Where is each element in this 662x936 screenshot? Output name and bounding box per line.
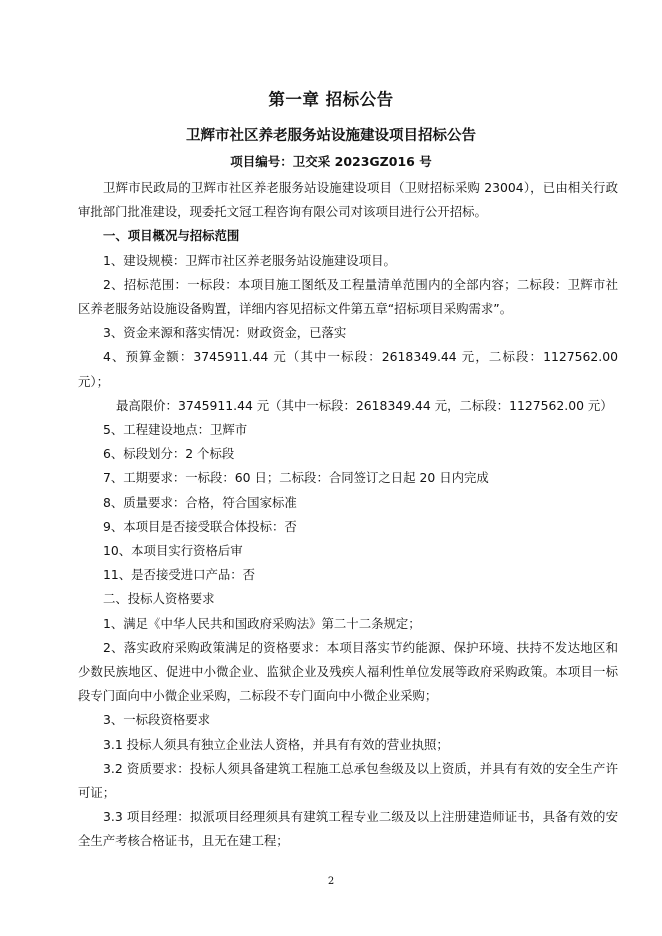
list-item: 8、质量要求：合格，符合国家标准	[103, 494, 297, 510]
list-item: 3、一标段资格要求	[103, 712, 211, 728]
project-number: 项目编号：卫交采 2023GZ016 号	[230, 154, 432, 169]
list-item: 3.3 项目经理：拟派项目经理须具有建筑工程专业二级及以上注册建造师证书，具备有效的安全生产考核合格证书，且无在建工程；	[78, 809, 618, 849]
list-item: 最高限价：3745911.44 元（其中一标段：2618349.44 元，二标段：1127562.00 元）	[116, 397, 613, 413]
list-item: 3.1 投标人须具有独立企业法人资格，并具有有效的营业执照；	[103, 736, 449, 752]
list-item: 1、建设规模：卫辉市社区养老服务站设施建设项目。	[103, 252, 396, 268]
list-item: 6、标段划分：2 个标段	[103, 446, 235, 462]
section-heading-overview: 一、项目概况与招标范围	[103, 228, 240, 244]
list-item: 11、是否接受进口产品：否	[103, 567, 256, 583]
document-title: 卫辉市社区养老服务站设施建设项目招标公告	[186, 128, 476, 144]
page-number: 2	[327, 876, 335, 887]
list-item: 5、工程建设地点：卫辉市	[103, 422, 248, 438]
list-item: 2、招标范围：一标段：本项目施工图纸及工程量清单范围内的全部内容；二标段：卫辉市社区养老服务站设施设备购置，详细内容见招标文件第五章“招标项目采购需求”。	[78, 276, 618, 317]
intro-paragraph: 卫辉市民政局的卫辉市社区养老服务站设施建设项目（卫财招标采购 23004），已由相关行政审批部门批准建设，现委托文冠工程咨询有限公司对该项目进行公开招标。	[78, 180, 618, 220]
list-item: 10、本项目实行资格后审	[103, 543, 243, 559]
list-item: 3、资金来源和落实情况：财政资金，已落实	[103, 325, 347, 341]
list-item: 3.2 资质要求：投标人须具备建筑工程施工总承包叁级及以上资质，并具有有效的安全生产许可证；	[78, 760, 618, 801]
list-item: 4、预算金额：3745911.44 元（其中一标段：2618349.44 元，二标段：1127562.00 元）；	[78, 349, 618, 389]
list-item: 2、落实政府采购政策满足的资格要求：本项目落实节约能源、保护环境、扶持不发达地区和少数民族地区、促进中小微企业、监狱企业及残疾人福利性单位发展等政府采购政策。本项目一标段专门面向中小微企业采购，二标段不专门面向中小微企业采购；	[78, 639, 618, 704]
list-item: 9、本项目是否接受联合体投标：否	[103, 518, 297, 534]
list-item: 7、工期要求：一标段：60 日；二标段：合同签订之日起 20 日内完成	[103, 470, 489, 486]
list-item: 1、满足《中华人民共和国政府采购法》第二十二条规定；	[103, 615, 421, 631]
section-heading-qualification: 二、投标人资格要求	[103, 591, 215, 607]
chapter-title: 第一章 招标公告	[268, 90, 394, 109]
document-body	[78, 176, 618, 854]
